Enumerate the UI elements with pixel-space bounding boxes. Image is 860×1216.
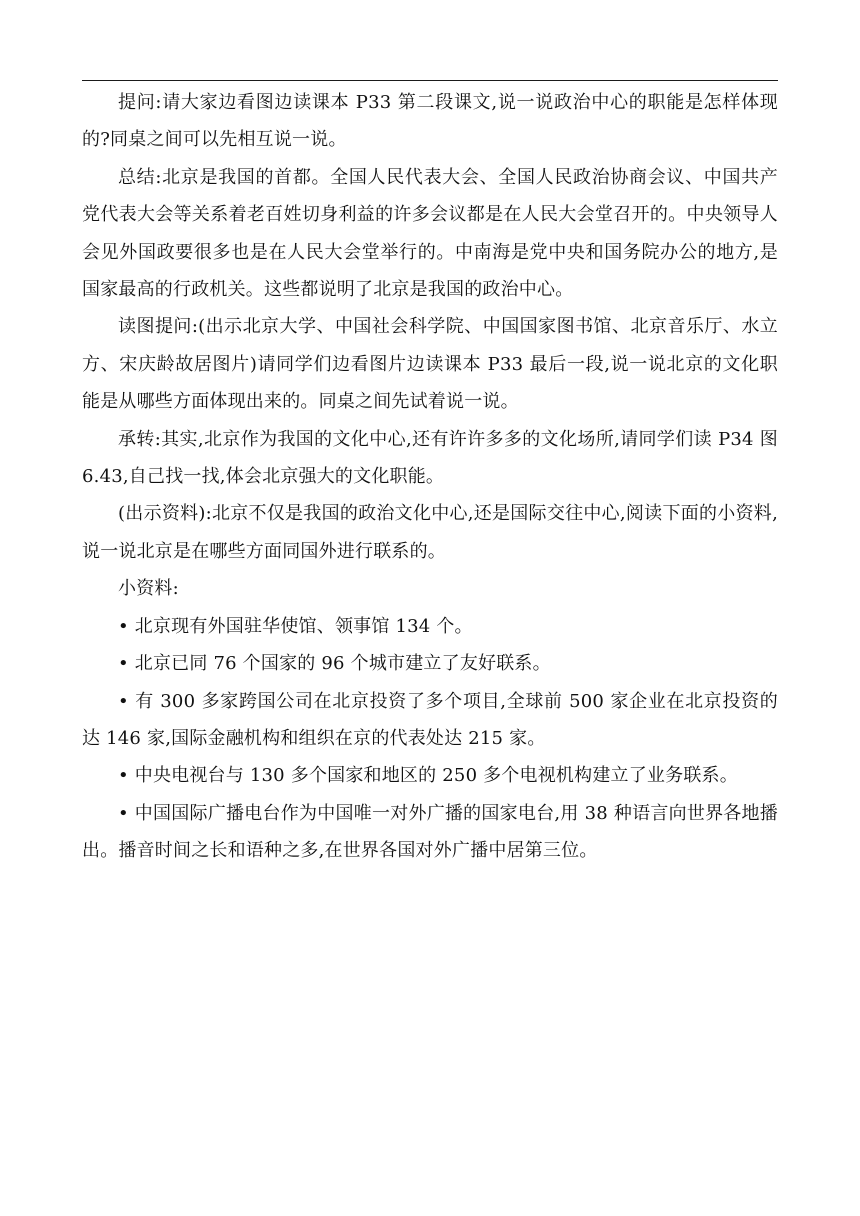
bullet-item-embassies: • 北京现有外国驻华使馆、领事馆 134 个。 xyxy=(118,615,473,637)
bullet-item-sister-cities: • 北京已同 76 个国家的 96 个城市建立了友好联系。 xyxy=(118,653,551,675)
paragraph-summary: 总结:北京是我国的首都。全国人民代表大会、全国人民政治协商会议、中国共产党代表大会等关系着老百姓切身利益的许多会议都是在人民大会堂召开的。中央领导人会见外国政要很多也是在人民大会堂举行的。中南海是党中央和国务院办公的地方,是国家最高的行政机关。这些都说明了北京是我国的政治中心。 xyxy=(82,166,778,301)
paragraph-material-heading: 小资料: xyxy=(118,578,179,600)
bullet-item-multinationals: • 有 300 多家跨国公司在北京投资了多个项目,全球前 500 家企业在北京投资的达 146 家,国际金融机构和组织在京的代表处达 215 家。 xyxy=(82,690,778,749)
bullet-item-cctv: • 中央电视台与 130 多个国家和地区的 250 多个电视机构建立了业务联系。 xyxy=(118,765,738,787)
paragraph-question-politics: 提问:请大家边看图边读课本 P33 第二段课文,说一说政治中心的职能是怎样体现的?同桌之间可以先相互说一说。 xyxy=(82,92,778,151)
document-body xyxy=(82,84,778,870)
paragraph-question-culture: 读图提问:(出示北京大学、中国社会科学院、中国国家图书馆、北京音乐厅、水立方、宋庆龄故居图片)请同学们边看图片边读课本 P33 最后一段,说一说北京的文化职能是从哪些方面体现出来的。同桌之间先试着说一说。 xyxy=(82,316,778,413)
bullet-item-radio: • 中国国际广播电台作为中国唯一对外广播的国家电台,用 38 种语言向世界各地播出。播音时间之长和语种之多,在世界各国对外广播中居第三位。 xyxy=(82,802,778,862)
header-rule xyxy=(82,80,778,81)
paragraph-transition: 承转:其实,北京作为我国的文化中心,还有许许多多的文化场所,请同学们读 P34 图 6.43,自己找一找,体会北京强大的文化职能。 xyxy=(82,428,778,488)
paragraph-material-intro: (出示资料):北京不仅是我国的政治文化中心,还是国际交往中心,阅读下面的小资料,说一说北京是在哪些方面同国外进行联系的。 xyxy=(82,503,778,562)
